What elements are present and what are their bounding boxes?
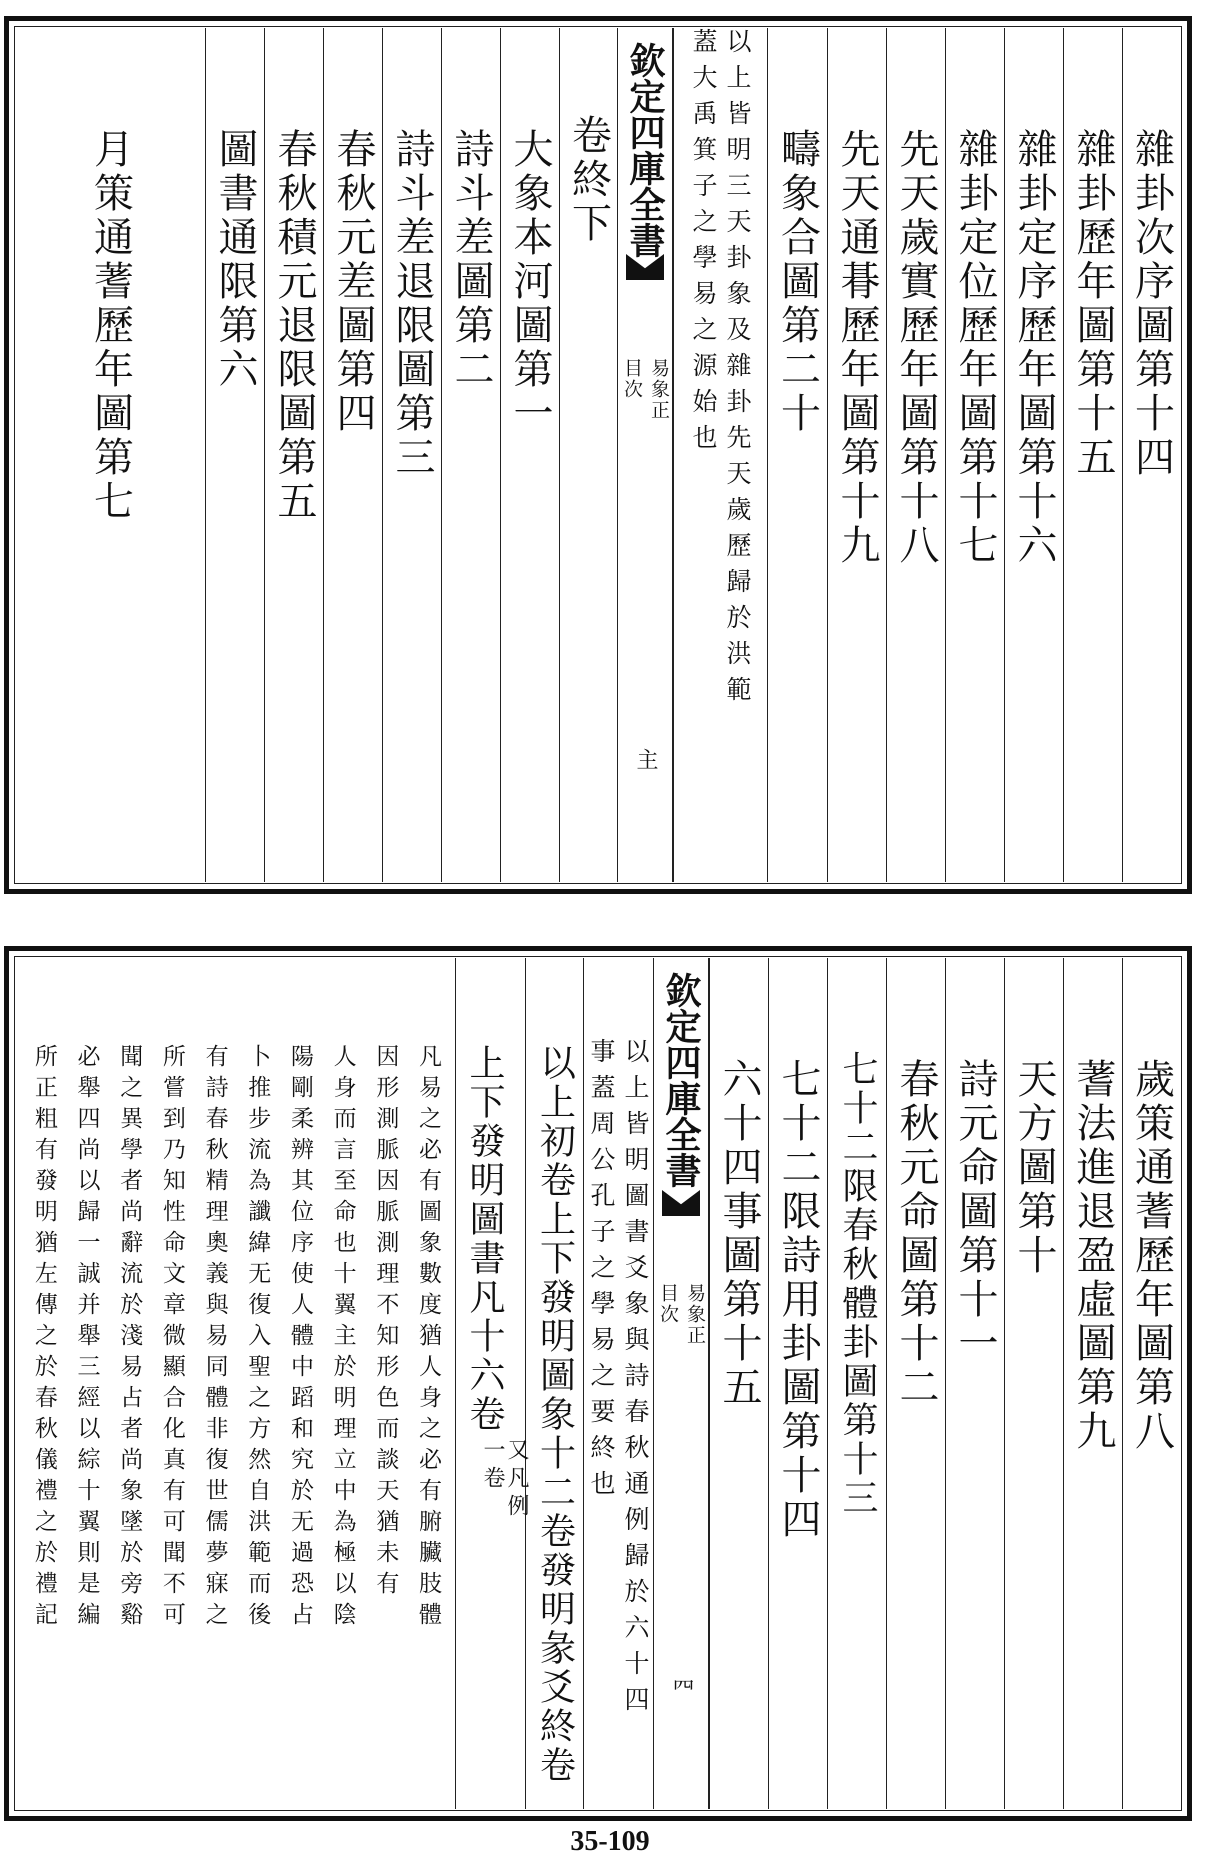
toc-entry: 詩元命圖第十一 xyxy=(952,1058,998,1366)
toc-entry: 月策通蓍歷年圖第七 xyxy=(87,128,134,524)
bottom-banner xyxy=(653,958,709,1809)
toc-entry: 七十二限春秋體卦圖第十三 xyxy=(837,1050,878,1518)
toc-entry: 圖書通限第六 xyxy=(212,128,258,392)
bottom-col-4 xyxy=(945,958,1004,1809)
preface-line: 所正粗有發明猶左傳之於春秋儀禮之於禮記 xyxy=(30,1044,57,1633)
folio-number: 主 xyxy=(633,748,658,770)
banner-book: 易象正 xyxy=(684,1283,706,1346)
top-col-4 xyxy=(945,28,1004,882)
bottom-col-summary-2 xyxy=(455,958,529,1809)
toc-entry: 雜卦歷年圖第十五 xyxy=(1070,128,1116,480)
top-col-6 xyxy=(827,28,886,882)
preface-line: 必舉四尚以歸一誠并舉三經以綜十翼則是編 xyxy=(73,1044,100,1633)
top-col-left-2 xyxy=(500,28,559,882)
toc-entry: 七十二限詩用卦圖第十四 xyxy=(775,1058,821,1542)
summary-note: 一卷 xyxy=(480,1438,505,1494)
top-banner xyxy=(617,28,673,882)
bottom-col-8 xyxy=(709,958,768,1809)
top-col-left-3 xyxy=(441,28,500,882)
top-columns xyxy=(16,28,1180,882)
top-col-3 xyxy=(1004,28,1063,882)
toc-entry: 先天通朞歷年圖第十九 xyxy=(834,128,880,568)
summary-note: 又凡例 xyxy=(504,1438,529,1522)
bottom-col-1 xyxy=(1122,958,1180,1809)
folio-number: 𦉪 xyxy=(669,1674,694,1696)
banner-title: 欽定四庫全書 xyxy=(624,42,666,258)
bottom-col-5 xyxy=(886,958,945,1809)
bottom-col-3 xyxy=(1004,958,1063,1809)
banner-section: 目次 xyxy=(657,1283,679,1325)
top-col-1 xyxy=(1122,28,1180,882)
preface-line: 凡易之必有圖象數度猶人身之必有腑臟肢體 xyxy=(415,1044,442,1633)
top-col-7 xyxy=(767,28,827,882)
preface-line: 因形測脈因脈測理不知形色而談天猶未有 xyxy=(372,1044,399,1602)
top-page xyxy=(4,16,1192,894)
note-line: 以上皆明三天卦象及雜卦先天歲歷歸於洪範 xyxy=(723,28,752,712)
toc-entry: 雜卦定序歷年圖第十六 xyxy=(1011,128,1057,568)
fish-tail-icon xyxy=(662,1190,700,1216)
top-col-left-5 xyxy=(323,28,382,882)
bottom-columns xyxy=(16,958,1180,1809)
preface-line: 卜推步流為讖緯无復入聖之方然自洪範而後 xyxy=(244,1044,271,1633)
banner-book-info xyxy=(622,358,668,421)
toc-entry: 詩斗差圖第二 xyxy=(448,128,494,392)
top-col-5 xyxy=(886,28,945,882)
banner-title: 欽定四庫全書 xyxy=(660,972,702,1188)
bottom-col-2 xyxy=(1063,958,1122,1809)
note-line: 蓋大禹箕子之學易之源始也 xyxy=(689,28,718,460)
bottom-col-6 xyxy=(827,958,886,1809)
summary-text: 以上初卷上下發明圖象十二卷發明彖爻終卷 xyxy=(534,1044,576,1785)
bottom-col-7 xyxy=(768,958,827,1809)
preface-line: 人身而言至命也十翼主於明理立中為極以陰 xyxy=(329,1044,356,1633)
toc-entry: 天方圖第十 xyxy=(1011,1058,1057,1278)
toc-entry: 卷終下 xyxy=(565,114,612,246)
bottom-col-summary xyxy=(525,958,583,1809)
banner-book-info xyxy=(658,1283,704,1346)
toc-entry: 詩斗差退限圖第三 xyxy=(389,128,435,480)
top-col-left-6 xyxy=(264,28,323,882)
bottom-note-column xyxy=(583,958,653,1809)
toc-entry: 蓍法進退盈虛圖第九 xyxy=(1070,1058,1116,1454)
page-number: 35-109 xyxy=(570,1826,650,1857)
top-col-left-1 xyxy=(559,28,617,882)
preface-line: 聞之異學者尚辭流於淺易占者尚象墜於旁谿 xyxy=(116,1044,143,1633)
note-line: 以上皆明圖書爻象與詩春秋通例歸於六十四 xyxy=(621,1038,650,1722)
top-col-left-4 xyxy=(382,28,441,882)
toc-entry: 雜卦定位歷年圖第十七 xyxy=(952,128,998,568)
note-line: 事蓋周公孔子之學易之要終也 xyxy=(587,1038,616,1506)
toc-entry: 大象本河圖第一 xyxy=(507,128,553,436)
preface-line: 所嘗到乃知性命文章微顯合化真有可聞不可 xyxy=(158,1044,185,1633)
toc-entry: 春秋積元退限圖第五 xyxy=(271,128,317,524)
toc-entry: 歲策通蓍歷年圖第八 xyxy=(1128,1058,1175,1454)
toc-entry: 雜卦次序圖第十四 xyxy=(1128,128,1175,480)
toc-entry: 春秋元差圖第四 xyxy=(330,128,376,436)
toc-entry: 疇象合圖第二十 xyxy=(774,128,821,436)
toc-entry: 春秋元命圖第十二 xyxy=(893,1058,939,1410)
bottom-page xyxy=(4,946,1192,1821)
top-col-left-8 xyxy=(16,28,205,882)
toc-entry: 先天歲實歷年圖第十八 xyxy=(893,128,939,568)
preface-block xyxy=(16,958,455,1809)
preface-line: 有詩春秋精理奧義與易同體非復世儒夢寐之 xyxy=(201,1044,228,1633)
banner-book: 易象正 xyxy=(648,358,670,421)
top-col-left-7 xyxy=(205,28,264,882)
preface-line: 陽剛柔辨其位序使人體中蹈和究於无過恐占 xyxy=(286,1044,313,1633)
banner-section: 目次 xyxy=(621,358,643,400)
toc-entry: 六十四事圖第十五 xyxy=(716,1058,762,1410)
summary-text: 上下發明圖書凡十六卷 xyxy=(464,1044,505,1434)
top-col-2 xyxy=(1063,28,1122,882)
top-note-column xyxy=(673,28,767,882)
